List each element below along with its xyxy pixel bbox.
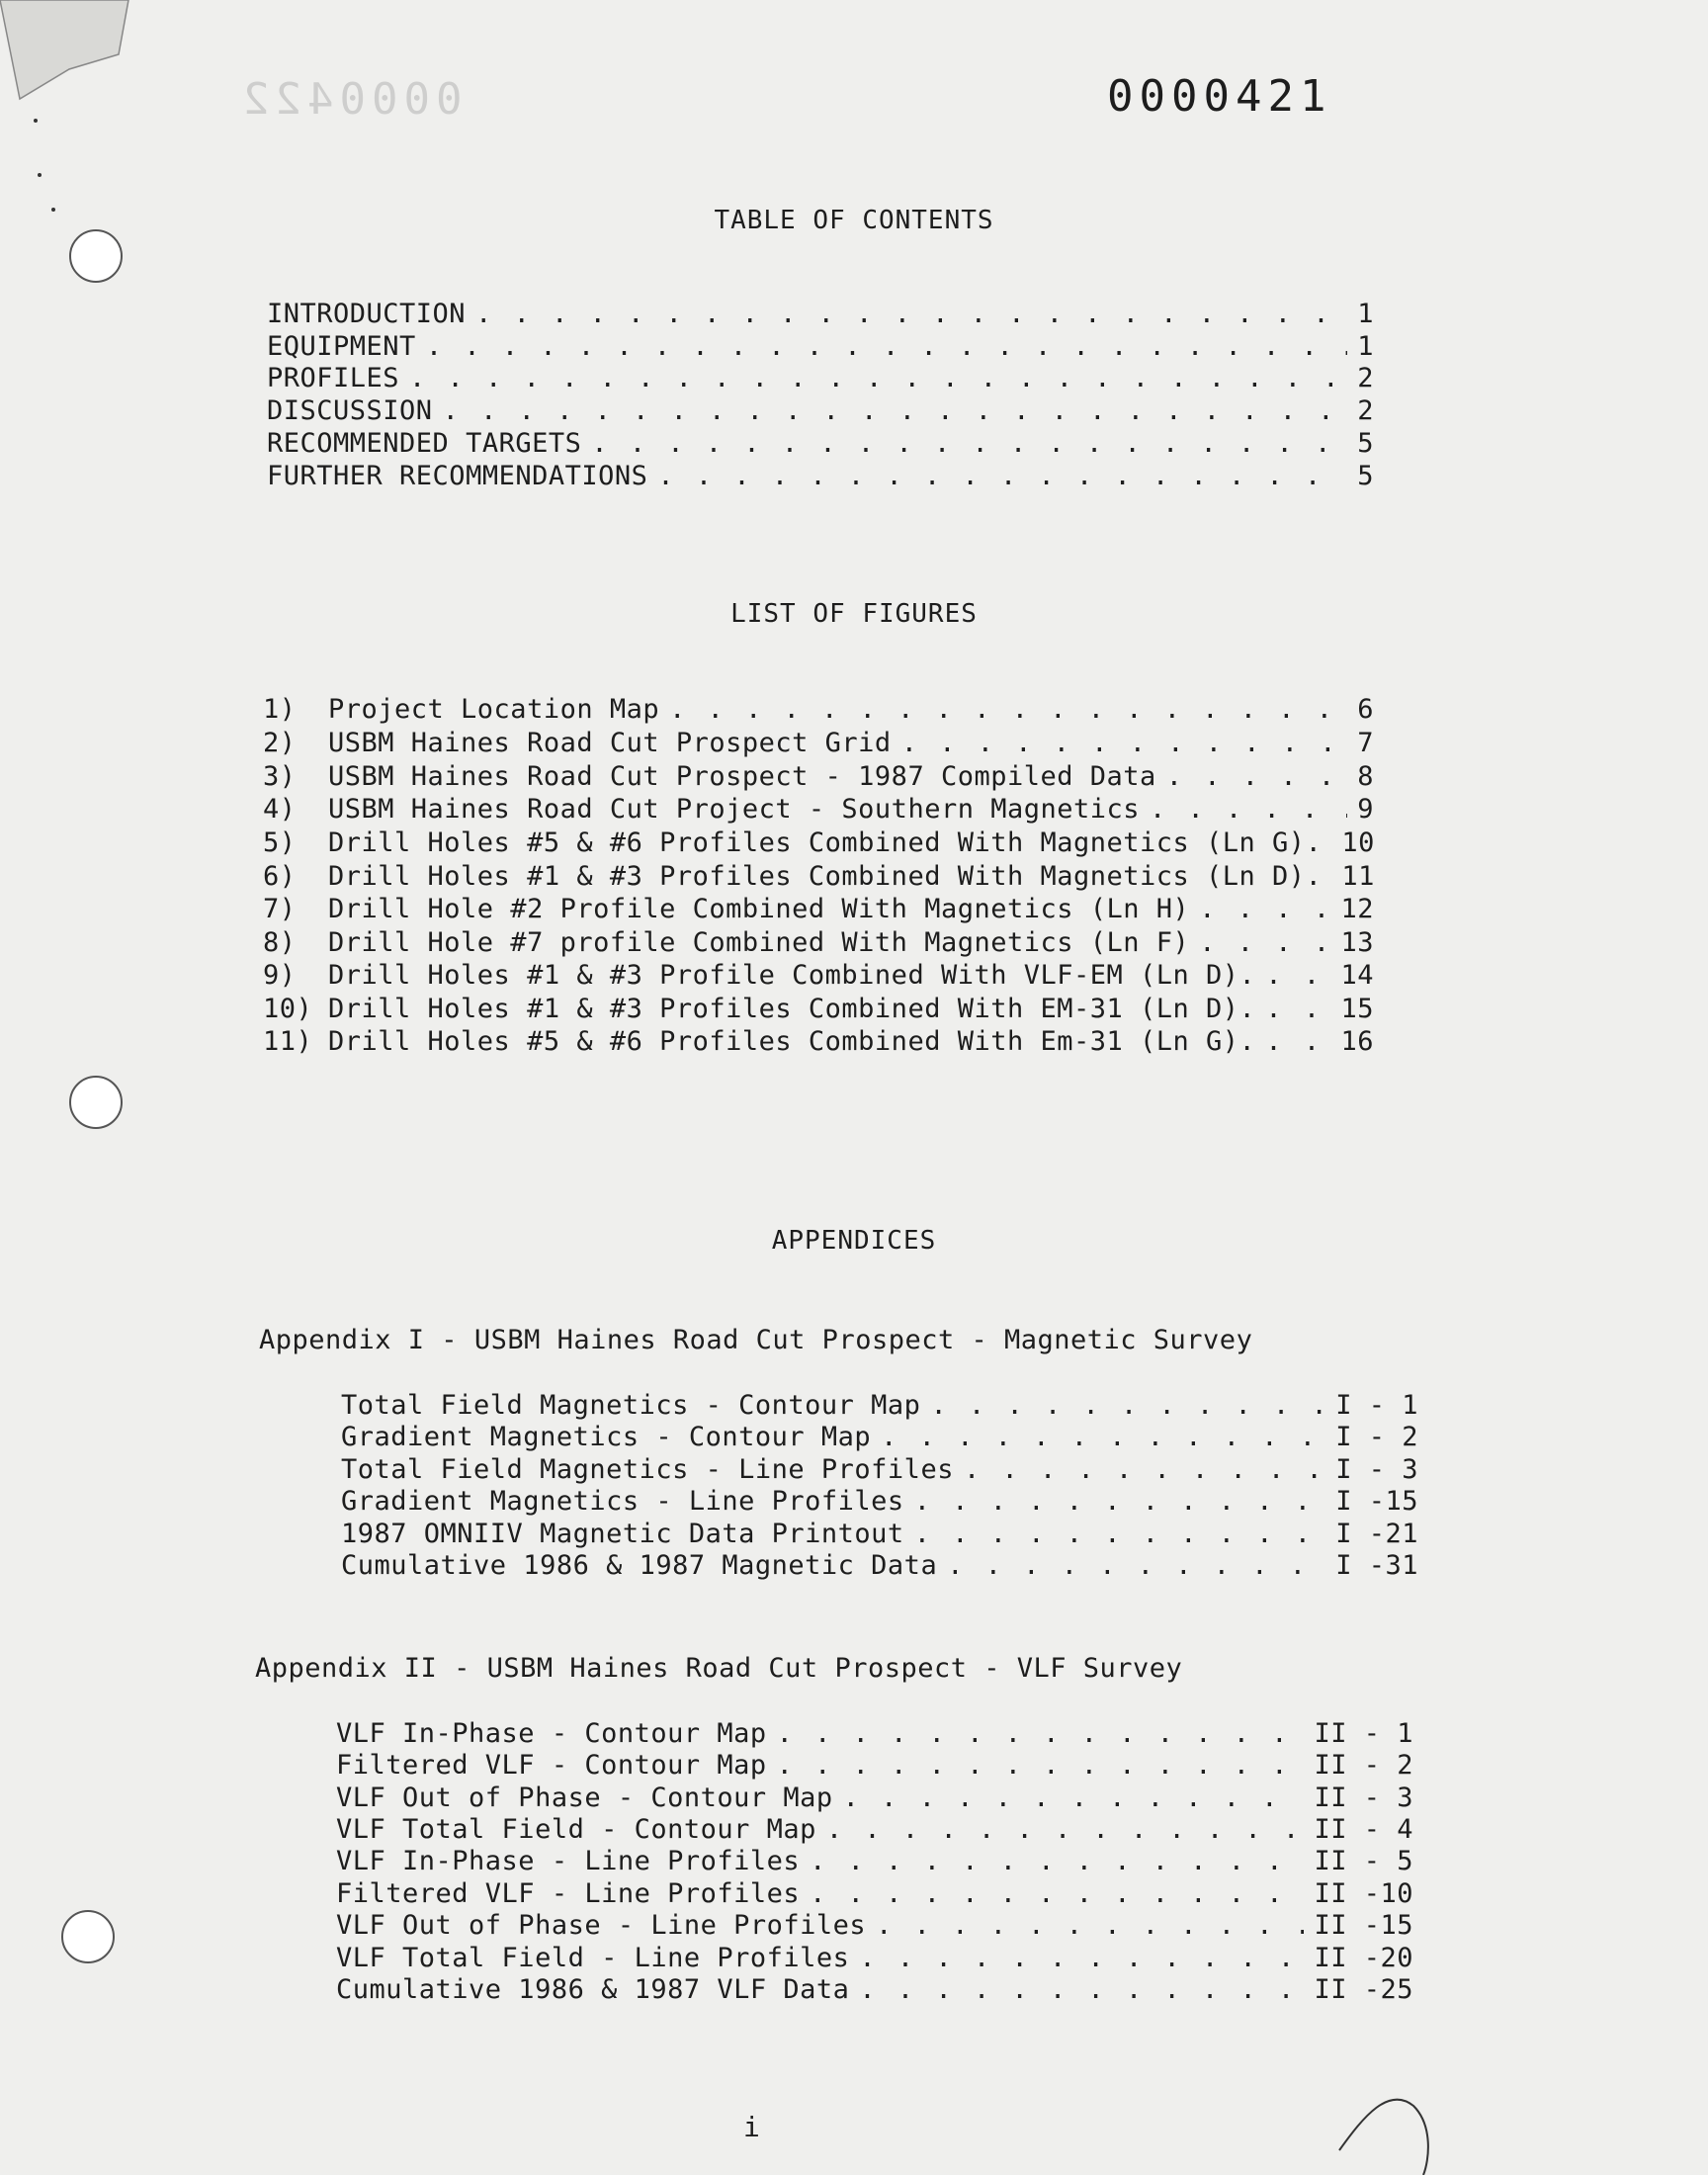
figure-number: 4) <box>263 794 297 825</box>
figure-page: 12 <box>1340 894 1374 924</box>
punch-hole <box>69 229 123 283</box>
appendix-entry <box>341 1390 1418 1424</box>
dot-leader <box>443 395 1348 426</box>
figure-label: Drill Holes #1 & #3 Profiles Combined With Magnetics (Ln D). <box>328 861 1323 892</box>
dot-leader <box>669 694 1347 725</box>
toc-entry <box>267 363 1374 396</box>
punch-hole <box>61 1910 115 1963</box>
appendix-entry-label: Filtered VLF - Line Profiles <box>336 1878 801 1909</box>
dot-leader <box>881 1422 1325 1452</box>
figure-number: 9) <box>263 960 297 991</box>
dot-leader <box>810 1878 1304 1909</box>
toc-entry-page: 1 <box>1357 331 1374 362</box>
dot-leader <box>1265 1026 1330 1057</box>
figure-number: 2) <box>263 728 297 758</box>
figure-label: Drill Hole #2 Profile Combined With Magnetics (Ln H) <box>328 894 1190 924</box>
toc-entry <box>267 331 1374 365</box>
appendices-heading: APPENDICES <box>771 1226 937 1256</box>
figure-label: Drill Holes #5 & #6 Profiles Combined With Magnetics (Ln G). <box>328 827 1323 858</box>
toc-entry-page: 2 <box>1357 395 1374 426</box>
figure-entry <box>263 827 1374 861</box>
appendix-entry <box>336 1974 1413 2008</box>
appendix-entry-label: Gradient Magnetics - Line Profiles <box>341 1486 904 1517</box>
toc-entry-label: FURTHER RECOMMENDATIONS <box>267 461 648 491</box>
toc-entry-page: 2 <box>1357 363 1374 393</box>
figure-page: 13 <box>1340 927 1374 958</box>
toc-entry <box>267 461 1374 494</box>
appendix-entry-label: VLF Out of Phase - Contour Map <box>336 1783 833 1813</box>
toc-entry-page: 1 <box>1357 299 1374 329</box>
appendix-entry-label: Total Field Magnetics - Line Profiles <box>341 1454 954 1485</box>
dot-leader <box>1150 794 1347 825</box>
appendix-entry-label: Cumulative 1986 & 1987 Magnetic Data <box>341 1550 938 1581</box>
appendix-entry-page: I -21 <box>1335 1519 1418 1549</box>
toc-entry-label: PROFILES <box>267 363 400 393</box>
folded-corner <box>0 0 138 109</box>
appendix-1-title: Appendix I - USBM Haines Road Cut Prospect - Magnetic Survey <box>259 1325 1253 1355</box>
appendix-entry-page: II -15 <box>1314 1910 1413 1941</box>
dot-leader <box>1166 761 1347 792</box>
appendix-entry-page: II -25 <box>1314 1974 1413 2005</box>
dot-leader <box>1199 894 1330 924</box>
dot-leader <box>777 1718 1305 1749</box>
figure-page: 14 <box>1340 960 1374 991</box>
dot-leader <box>826 1814 1305 1845</box>
appendix-entry-label: VLF Out of Phase - Line Profiles <box>336 1910 867 1941</box>
figure-entry <box>263 694 1374 728</box>
figure-entry <box>263 927 1374 961</box>
appendix-entry-page: I - 3 <box>1335 1454 1418 1485</box>
dot-leader <box>859 1943 1304 1973</box>
appendix-entry-label: Total Field Magnetics - Contour Map <box>341 1390 921 1421</box>
appendix-entry <box>336 1750 1413 1784</box>
figure-label: Drill Holes #1 & #3 Profile Combined With VLF-EM (Ln D). <box>328 960 1256 991</box>
appendix-entry-page: II -20 <box>1314 1943 1413 1973</box>
figure-number: 8) <box>263 927 297 958</box>
figure-entry <box>263 1026 1374 1060</box>
appendix-entry <box>336 1943 1413 1976</box>
appendix-entry-page: I - 2 <box>1335 1422 1418 1452</box>
figure-label: USBM Haines Road Cut Prospect - 1987 Compiled Data <box>328 761 1156 792</box>
appendix-entry <box>341 1519 1418 1552</box>
figure-number: 5) <box>263 827 297 858</box>
figure-number: 1) <box>263 694 297 725</box>
dot-leader <box>876 1910 1304 1941</box>
dot-leader <box>859 1974 1304 2005</box>
figure-number: 10) <box>263 994 313 1024</box>
punch-hole <box>69 1076 123 1129</box>
figure-entry <box>263 861 1374 895</box>
appendix-entry-page: I - 1 <box>1335 1390 1418 1421</box>
appendix-entry-label: VLF Total Field - Line Profiles <box>336 1943 850 1973</box>
toc-entry <box>267 299 1374 332</box>
appendix-entry <box>336 1878 1413 1912</box>
dot-leader <box>964 1454 1325 1485</box>
appendix-entry <box>336 1814 1413 1848</box>
dot-leader <box>914 1519 1326 1549</box>
figure-label: Drill Holes #1 & #3 Profiles Combined With EM-31 (Ln D). <box>328 994 1256 1024</box>
dot-leader <box>426 331 1347 362</box>
appendix-entry-page: II - 2 <box>1314 1750 1413 1781</box>
figure-number: 7) <box>263 894 297 924</box>
figure-entry <box>263 794 1374 827</box>
figure-label: Drill Hole #7 profile Combined With Magnetics (Ln F) <box>328 927 1190 958</box>
appendix-entry <box>336 1910 1413 1944</box>
toc-entry-label: INTRODUCTION <box>267 299 467 329</box>
appendix-entry-label: 1987 OMNIIV Magnetic Data Printout <box>341 1519 904 1549</box>
dot-leader <box>843 1783 1305 1813</box>
dot-leader <box>409 363 1347 393</box>
appendix-entry <box>341 1550 1418 1584</box>
figure-page: 6 <box>1357 694 1374 725</box>
appendix-2-title: Appendix II - USBM Haines Road Cut Prospect - VLF Survey <box>255 1653 1183 1684</box>
appendix-entry-page: I -15 <box>1335 1486 1418 1517</box>
dot-leader <box>914 1486 1326 1517</box>
figures-heading: LIST OF FIGURES <box>730 599 978 629</box>
bleed-through-number: 0000422 <box>237 74 463 125</box>
figure-page: 11 <box>1341 861 1375 892</box>
dot-leader <box>1265 960 1330 991</box>
dot-leader <box>657 461 1347 491</box>
dot-leader <box>930 1390 1325 1421</box>
dot-leader <box>475 299 1347 329</box>
toc-entry-page: 5 <box>1357 461 1374 491</box>
figure-entry <box>263 994 1374 1027</box>
appendix-entry-page: II - 1 <box>1314 1718 1413 1749</box>
appendix-entry <box>336 1718 1413 1752</box>
figure-page: 8 <box>1357 761 1374 792</box>
toc-entry <box>267 428 1374 462</box>
appendix-entry <box>336 1783 1413 1816</box>
appendix-entry-page: I -31 <box>1335 1550 1418 1581</box>
dot-leader <box>901 728 1348 758</box>
toc-entry-label: EQUIPMENT <box>267 331 416 362</box>
figure-entry <box>263 894 1374 927</box>
toc-entry <box>267 395 1374 429</box>
appendix-entry-label: Gradient Magnetics - Contour Map <box>341 1422 872 1452</box>
figure-page: 16 <box>1340 1026 1374 1057</box>
figure-label: Project Location Map <box>328 694 660 725</box>
figure-number: 3) <box>263 761 297 792</box>
dot-leader <box>810 1846 1304 1876</box>
figure-page: 10 <box>1341 827 1375 858</box>
appendix-entry-page: II -10 <box>1314 1878 1413 1909</box>
figure-page: 15 <box>1340 994 1374 1024</box>
document-number: 0000421 <box>1107 71 1332 122</box>
appendix-entry <box>341 1486 1418 1520</box>
appendix-entry-label: VLF In-Phase - Contour Map <box>336 1718 767 1749</box>
appendix-entry <box>341 1422 1418 1455</box>
figure-label: USBM Haines Road Cut Prospect Grid <box>328 728 892 758</box>
dot-leader <box>591 428 1347 459</box>
dot-leader <box>1265 994 1330 1024</box>
dot-leader <box>1199 927 1330 958</box>
figure-page: 7 <box>1357 728 1374 758</box>
figure-page: 9 <box>1357 794 1374 825</box>
toc-entry-label: DISCUSSION <box>267 395 433 426</box>
appendix-entry-page: II - 3 <box>1314 1783 1413 1813</box>
paper-speck <box>38 173 42 177</box>
page-curl-mark <box>1334 2081 1443 2175</box>
appendix-entry-label: Cumulative 1986 & 1987 VLF Data <box>336 1974 850 2005</box>
page-number: i <box>743 2111 760 2143</box>
toc-entry-page: 5 <box>1357 428 1374 459</box>
appendix-entry-label: Filtered VLF - Contour Map <box>336 1750 767 1781</box>
appendix-entry <box>336 1846 1413 1879</box>
figure-number: 6) <box>263 861 297 892</box>
appendix-entry-page: II - 5 <box>1314 1846 1413 1876</box>
appendix-entry-label: VLF In-Phase - Line Profiles <box>336 1846 801 1876</box>
appendix-entry-label: VLF Total Field - Contour Map <box>336 1814 816 1845</box>
toc-heading: TABLE OF CONTENTS <box>714 206 994 235</box>
figure-label: USBM Haines Road Cut Project - Southern Magnetics <box>328 794 1141 825</box>
figure-entry <box>263 761 1374 795</box>
appendix-entry <box>341 1454 1418 1488</box>
paper-speck <box>34 119 38 123</box>
figure-entry <box>263 960 1374 994</box>
dot-leader <box>947 1550 1325 1581</box>
figure-number: 11) <box>263 1026 313 1057</box>
dot-leader <box>777 1750 1305 1781</box>
appendix-entry-page: II - 4 <box>1314 1814 1413 1845</box>
figure-label: Drill Holes #5 & #6 Profiles Combined With Em-31 (Ln G). <box>328 1026 1256 1057</box>
toc-entry-label: RECOMMENDED TARGETS <box>267 428 582 459</box>
figure-entry <box>263 728 1374 761</box>
